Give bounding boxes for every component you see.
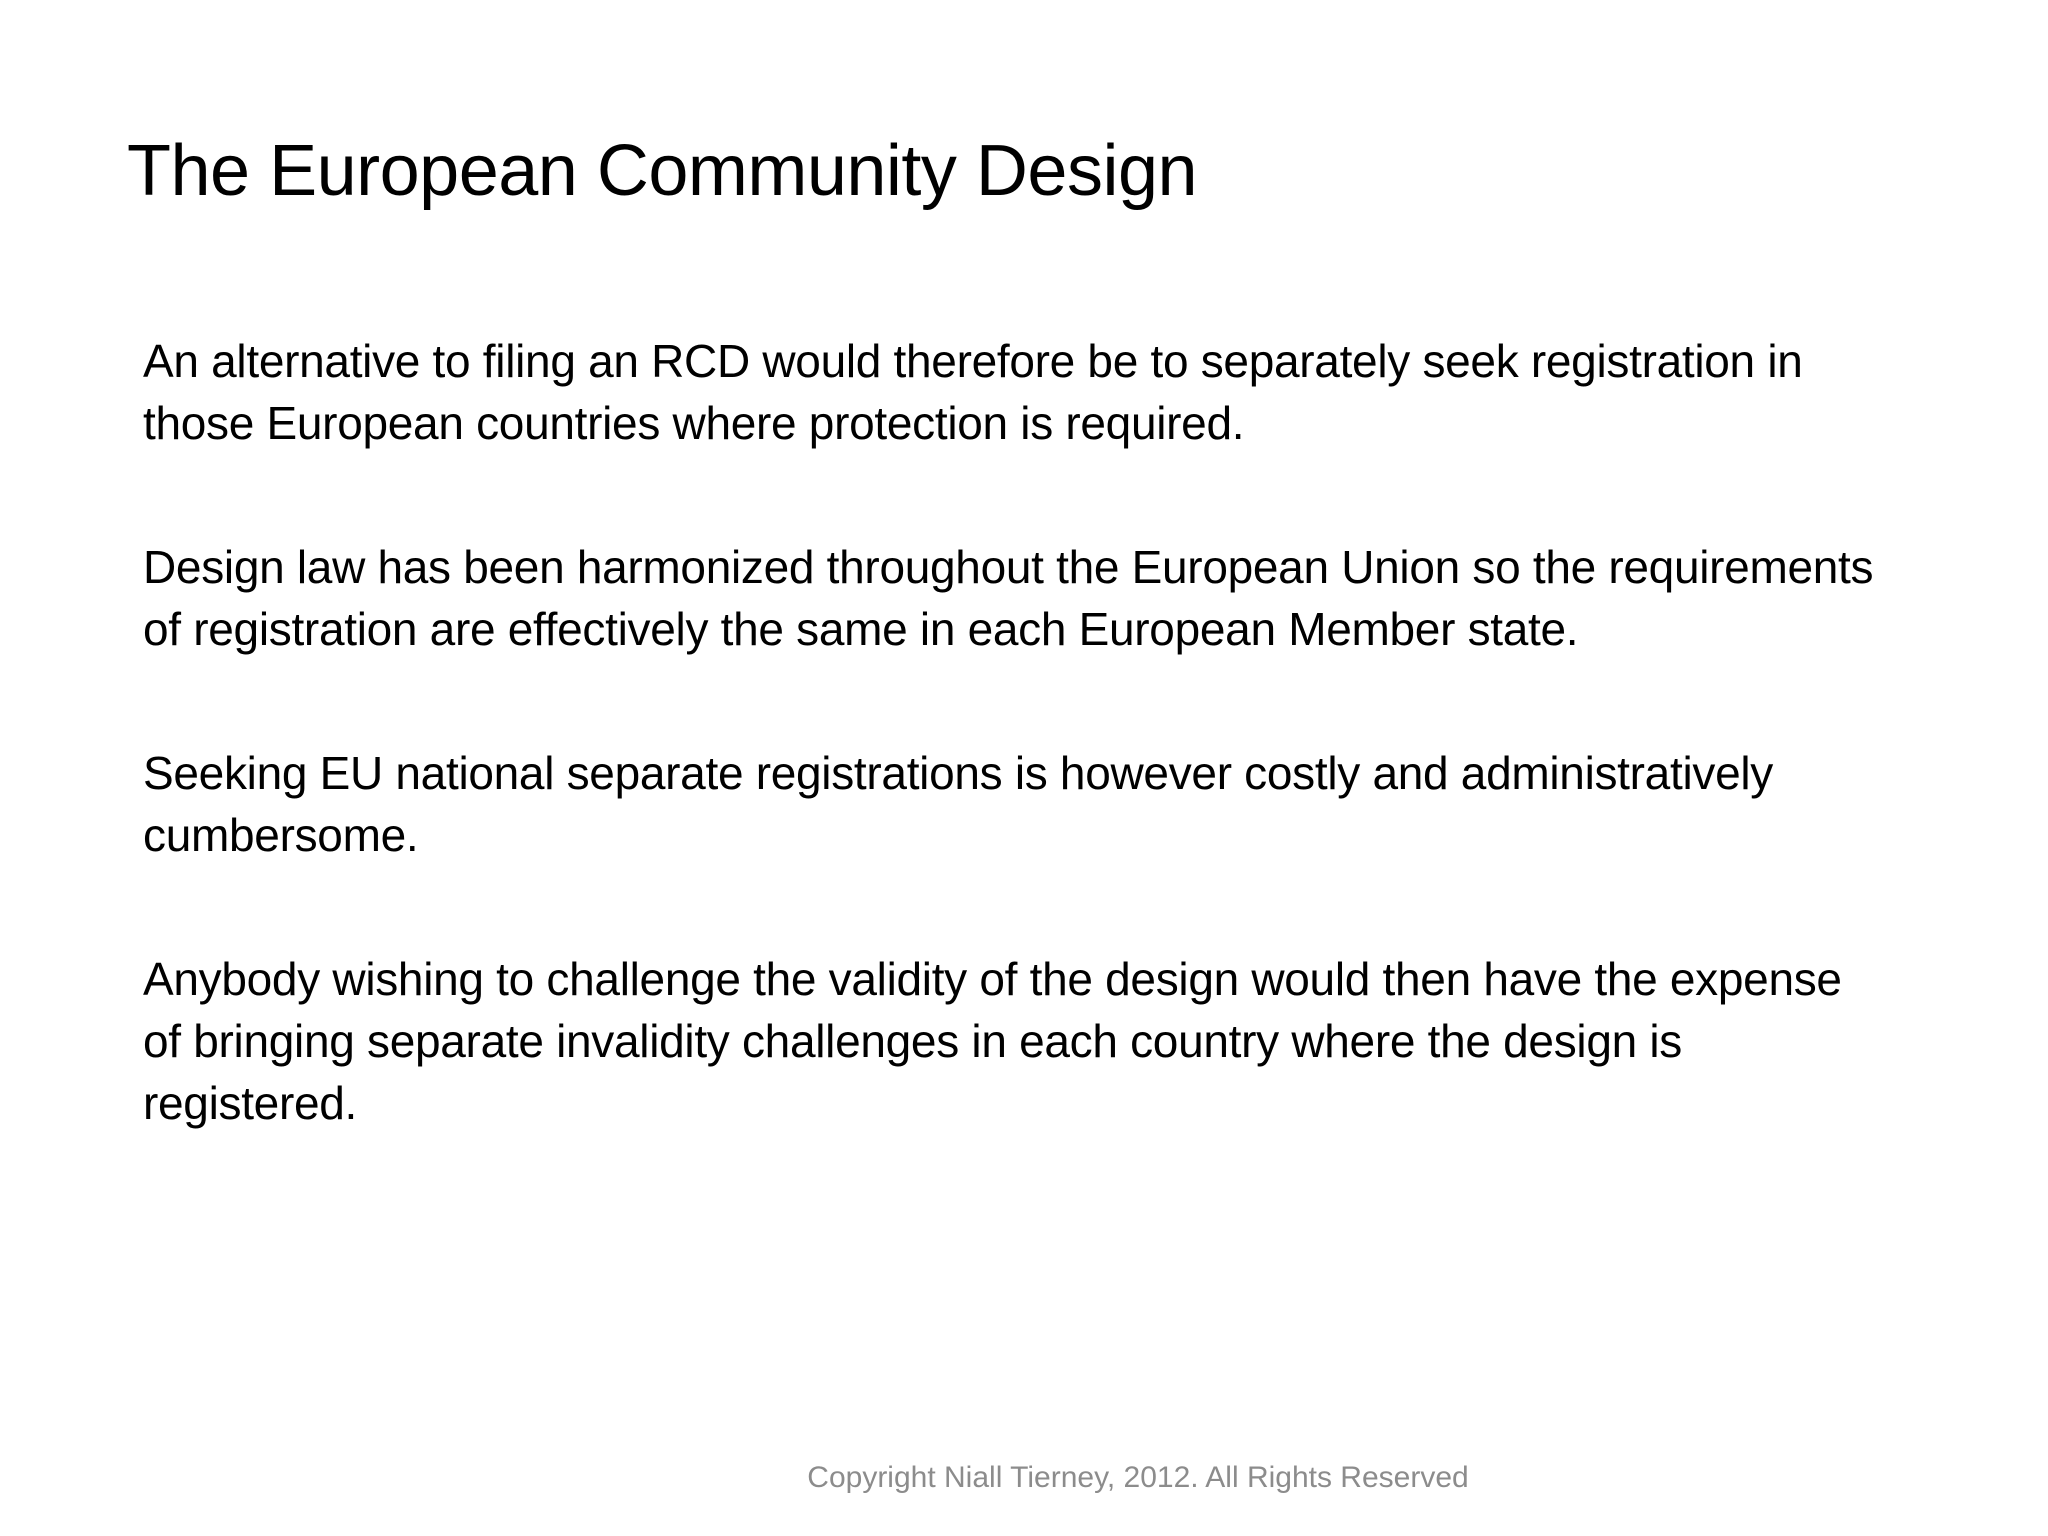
paragraph-line: Seeking EU national separate registrations is however costly and administratively [143, 747, 1773, 799]
paragraph-national-registrations [143, 742, 1983, 866]
paragraph-line: registered. [143, 1077, 358, 1129]
paragraph-line: Design law has been harmonized throughout the European Union so the requirements [143, 541, 1874, 593]
paragraph-invalidity-challenges [143, 948, 1983, 1134]
slide-title: The European Community Design [127, 131, 1198, 211]
copyright-footer: Copyright Niall Tierney, 2012. All Rights Reserved [807, 1461, 1469, 1494]
paragraph-line: cumbersome. [143, 809, 419, 861]
paragraph-line: of bringing separate invalidity challenges in each country where the design is [143, 1015, 1682, 1067]
paragraph-harmonized-law [143, 536, 1983, 660]
paragraph-line: of registration are effectively the same in each European Member state. [143, 603, 1579, 655]
slide-body [143, 330, 1983, 1216]
paragraph-line: Anybody wishing to challenge the validity of the design would then have the expense [143, 953, 1842, 1005]
paragraph-rcd-alternative [143, 330, 1983, 454]
paragraph-line: those European countries where protection is required. [143, 397, 1245, 449]
paragraph-line: An alternative to filing an RCD would therefore be to separately seek registration in [143, 335, 1803, 387]
